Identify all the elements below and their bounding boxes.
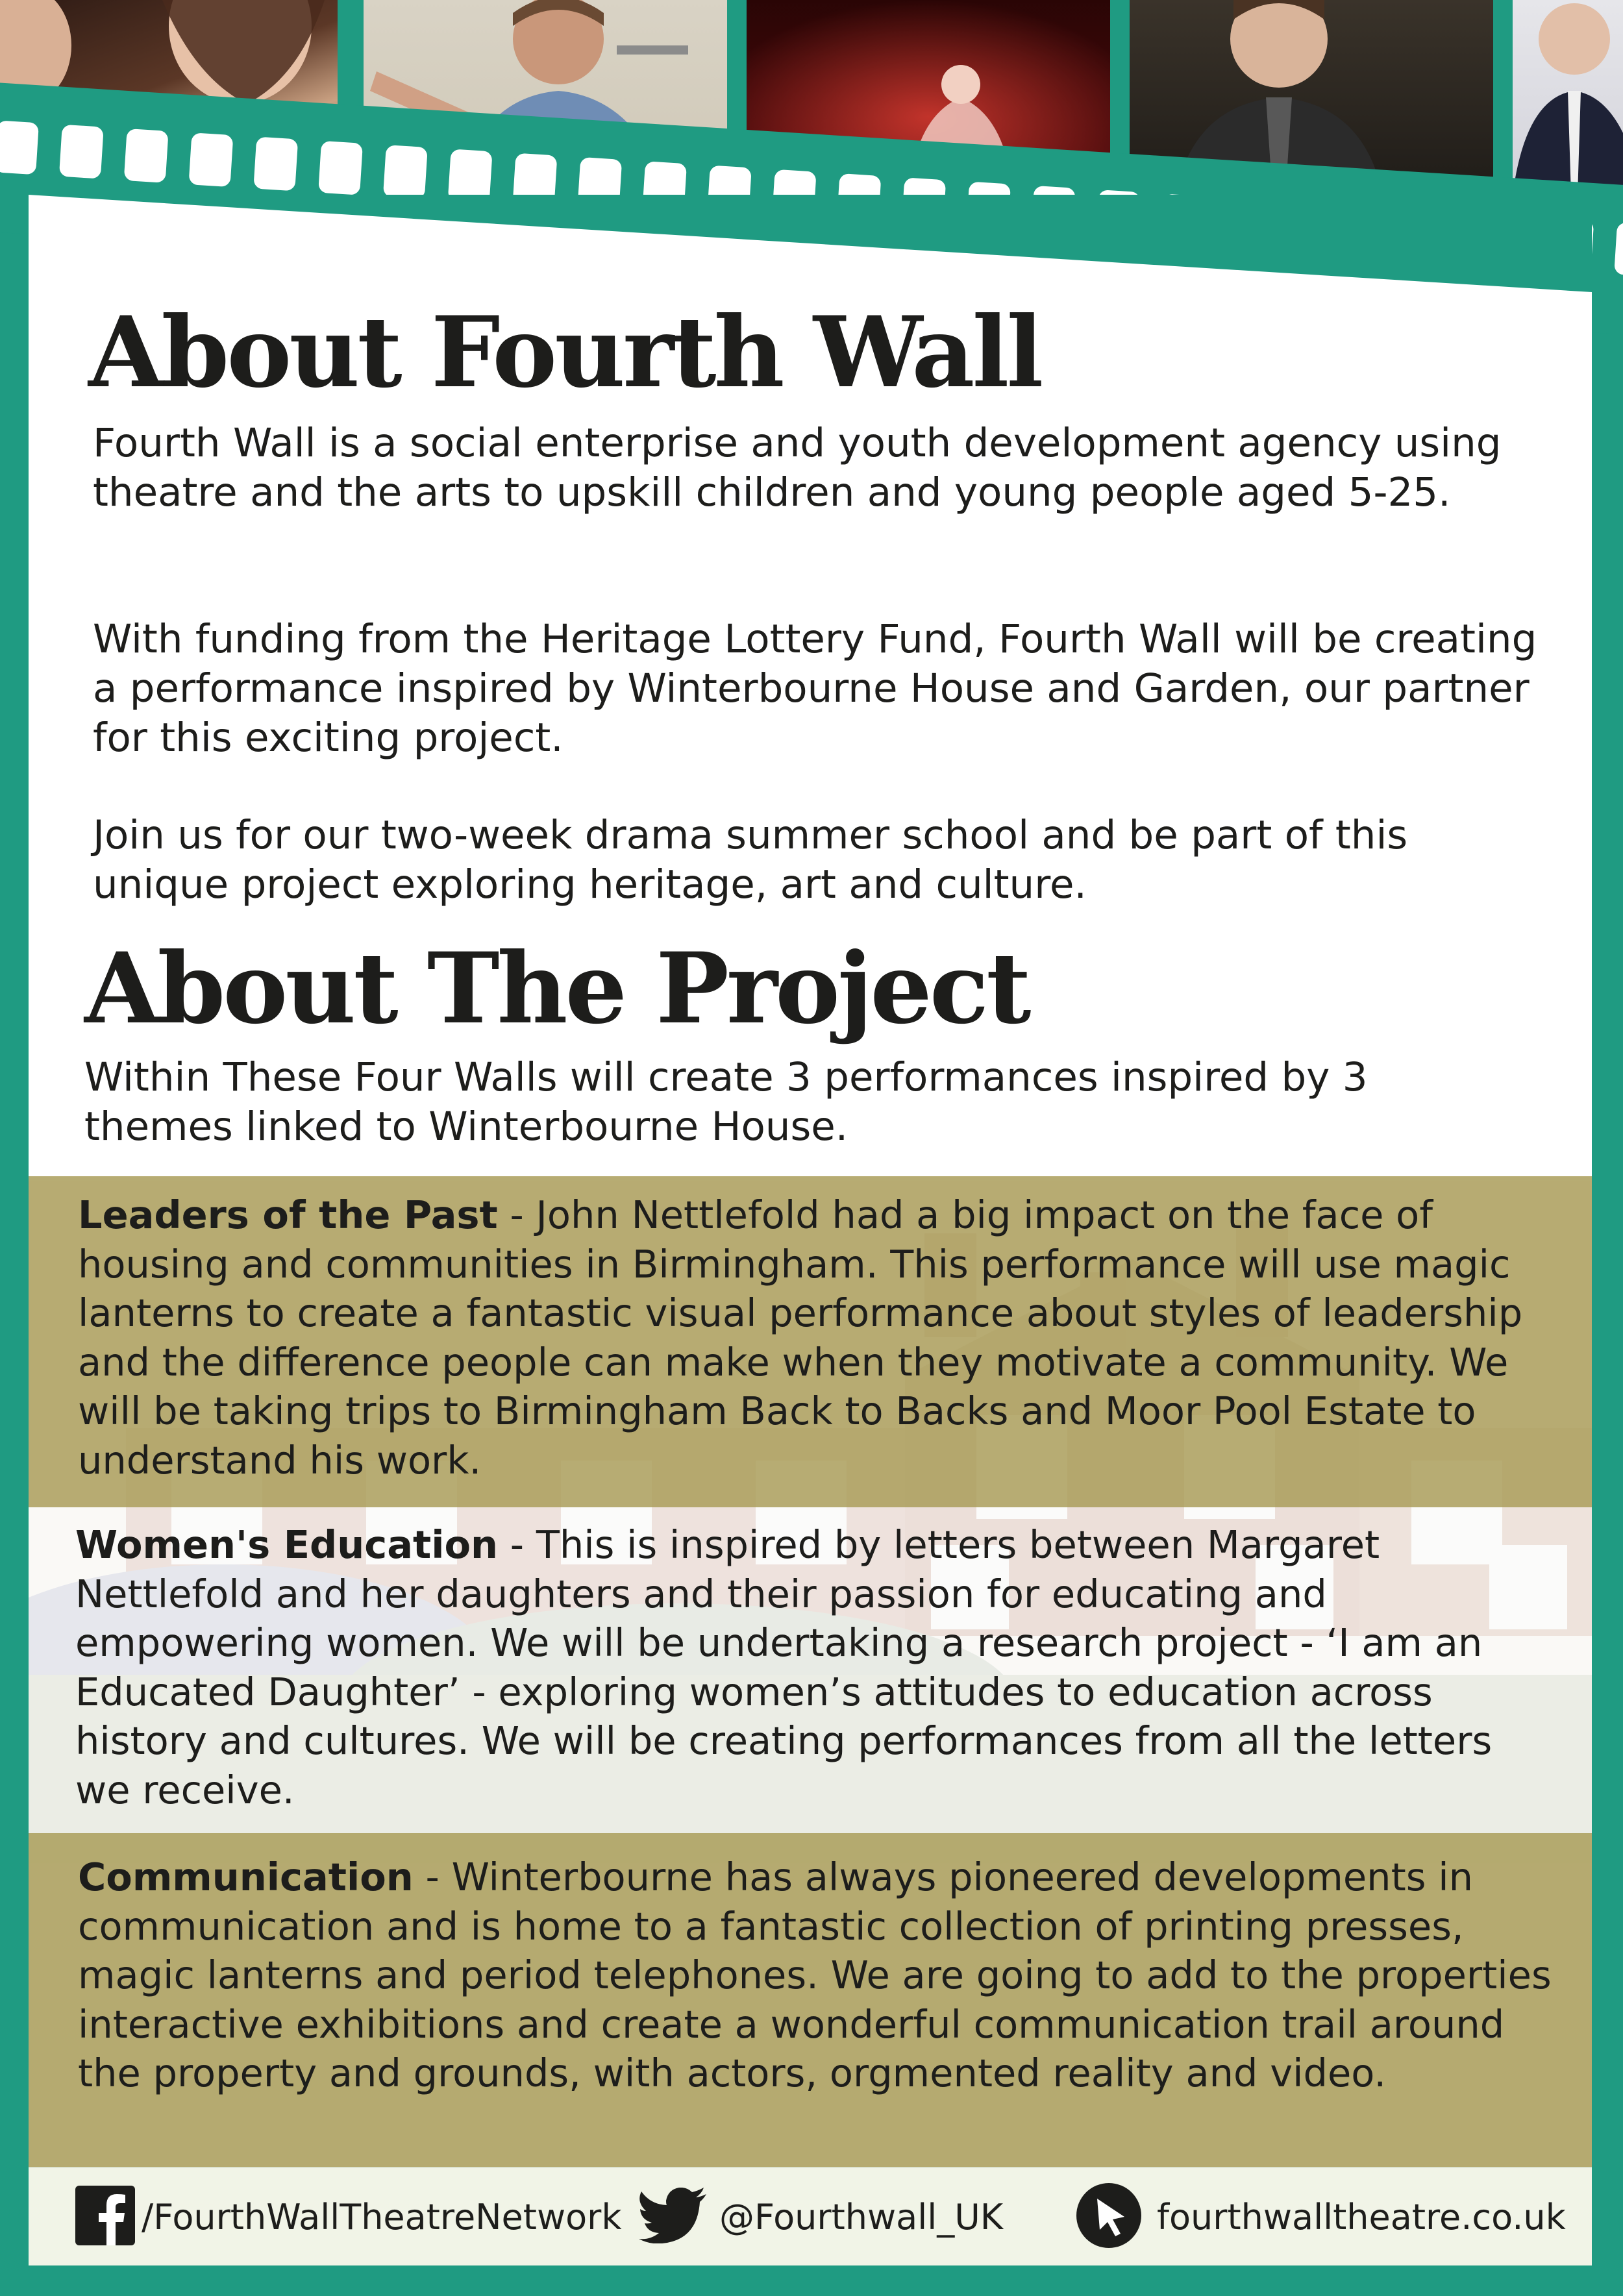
theme-band-leaders [29,1176,1592,1507]
theme-leaders-body: - John Nettlefold had a big impact on the face of housing and communities in Birmingham. This performance will use magic lanterns to create a fantastic visual performance about styles of leadership and the difference people can make when they motivate a community. We will be taking trips to Birmingham Back to Backs and Moor Pool Estate to understand his work. [78,1192,1523,1483]
website-link[interactable] [1075,2188,1566,2246]
about-paragraph: With funding from the Heritage Lottery Fund, Fourth Wall will be creating a performance inspired by Winterbourne House and Garden, our partner for this exciting project. [93,616,1537,761]
film-hole [59,125,104,179]
website-url: fourthwalltheatre.co.uk [1157,2196,1566,2238]
theme-leaders-text [78,1191,1552,1485]
film-hole [1614,222,1623,277]
social-footer [29,2168,1592,2265]
theme-communication-text [78,1853,1552,2098]
theme-band-womens-education [29,1507,1592,1833]
theme-band-communication [29,1833,1592,2167]
theme-womens-education-text [75,1520,1549,1814]
theme-womens-education-body: - This is inspired by letters between Margaret Nettlefold and her daughters and their passion for educating and empowering women. We will be undertaking a research project - ‘I am an Educated Daughter’ - exploring women’s attitudes to education across history and cultures. We will be creating performances from all the letters we receive. [75,1522,1493,1812]
performer-photo-graphic [1513,0,1623,195]
twitter-handle: @Fourthwall_UK [719,2196,1004,2238]
about-project-heading: About The Project [84,932,1029,1046]
facebook-icon [75,2186,135,2248]
theme-communication-body: - Winterbourne has always pioneered developments in communication and is home to a fantastic collection of printing presses, magic lanterns and period telephones. We are going to add to the properties interactive exhibitions and create a wonderful communication trail around the property and grounds, with actors, orgmented reality and video. [78,1855,1552,2095]
film-hole [383,145,428,199]
cursor-icon [1075,2182,1143,2252]
film-hole [189,132,234,187]
film-hole [253,137,298,191]
about-paragraph: Join us for our two-week drama summer school and be part of this unique project exploring heritage, art and culture. [93,812,1408,907]
film-hole [124,129,169,183]
about-fourth-wall-heading: About Fourth Wall [88,295,1041,410]
performer-photo [1513,0,1623,195]
film-hole [318,141,363,195]
theme-communication-title: Communication [78,1855,414,1899]
film-hole [0,120,39,175]
twitter-link[interactable] [639,2188,1003,2246]
content-panel [29,195,1592,2265]
theme-leaders-title: Leaders of the Past [78,1192,498,1237]
facebook-link[interactable] [75,2188,622,2246]
about-paragraph: Fourth Wall is a social enterprise and youth development agency using theatre and the arts to upskill children and young people aged 5-25. [93,420,1502,515]
theme-womens-education-title: Women's Education [75,1522,499,1567]
twitter-icon [639,2188,706,2246]
project-intro: Within These Four Walls will create 3 performances inspired by 3 themes linked to Winterbourne House. [84,1054,1368,1150]
facebook-handle: /FourthWallTheatreNetwork [142,2196,622,2238]
